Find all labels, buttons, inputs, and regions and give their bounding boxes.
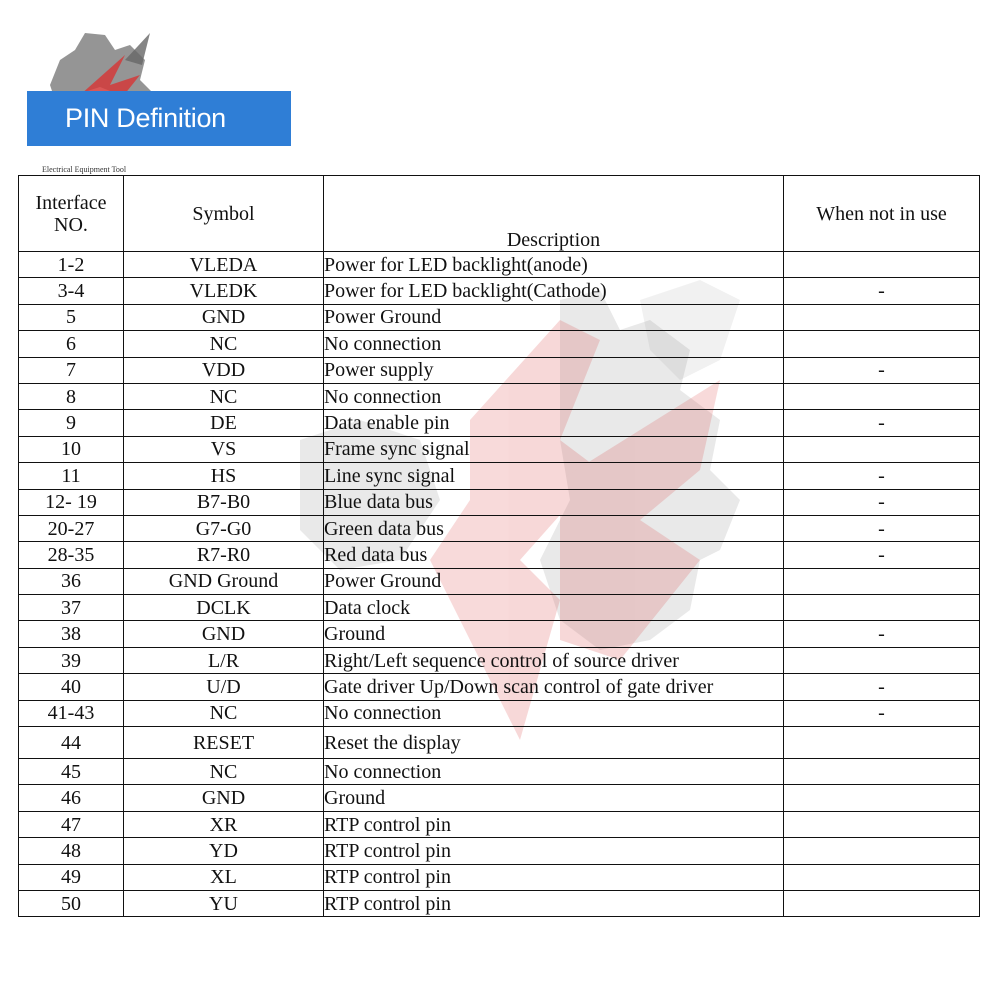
- cell-description: Power for LED backlight(Cathode): [324, 278, 784, 304]
- table-row: [19, 864, 980, 890]
- cell-interface-no: 3-4: [19, 278, 124, 304]
- table-row: [19, 811, 980, 837]
- cell-interface-no: 8: [19, 383, 124, 409]
- cell-when-not-in-use: -: [784, 489, 980, 515]
- cell-symbol: L/R: [124, 647, 324, 673]
- cell-when-not-in-use: [784, 383, 980, 409]
- cell-when-not-in-use: [784, 759, 980, 785]
- cell-symbol: GND: [124, 785, 324, 811]
- cell-interface-no: 20-27: [19, 515, 124, 541]
- cell-when-not-in-use: [784, 890, 980, 916]
- cell-description: Ground: [324, 785, 784, 811]
- cell-when-not-in-use: [784, 436, 980, 462]
- cell-description: Red data bus: [324, 542, 784, 568]
- table-row: [19, 515, 980, 541]
- page-title-banner: PIN Definition: [27, 91, 291, 146]
- header-interface-no: Interface NO.: [19, 176, 124, 252]
- cell-when-not-in-use: [784, 785, 980, 811]
- cell-symbol: NC: [124, 383, 324, 409]
- cell-when-not-in-use: [784, 647, 980, 673]
- cell-when-not-in-use: [784, 304, 980, 330]
- cell-description: Frame sync signal: [324, 436, 784, 462]
- table-row: [19, 700, 980, 726]
- cell-symbol: B7-B0: [124, 489, 324, 515]
- cell-interface-no: 47: [19, 811, 124, 837]
- table-row: [19, 410, 980, 436]
- cell-interface-no: 9: [19, 410, 124, 436]
- cell-description: RTP control pin: [324, 864, 784, 890]
- table-row: [19, 489, 980, 515]
- cell-when-not-in-use: [784, 811, 980, 837]
- cell-interface-no: 41-43: [19, 700, 124, 726]
- cell-description: No connection: [324, 331, 784, 357]
- cell-description: Data enable pin: [324, 410, 784, 436]
- table-row: [19, 463, 980, 489]
- cell-description: Right/Left sequence control of source driver: [324, 647, 784, 673]
- cell-interface-no: 48: [19, 838, 124, 864]
- cell-symbol: XR: [124, 811, 324, 837]
- cell-when-not-in-use: [784, 568, 980, 594]
- cell-symbol: DE: [124, 410, 324, 436]
- table-row: [19, 727, 980, 759]
- cell-symbol: VS: [124, 436, 324, 462]
- cell-description: Green data bus: [324, 515, 784, 541]
- cell-interface-no: 38: [19, 621, 124, 647]
- header-when-not-in-use: When not in use: [784, 176, 980, 252]
- table-row: [19, 568, 980, 594]
- cell-description: No connection: [324, 759, 784, 785]
- cell-interface-no: 46: [19, 785, 124, 811]
- table-row: [19, 890, 980, 916]
- cell-symbol: GND: [124, 304, 324, 330]
- cell-symbol: VLEDA: [124, 252, 324, 278]
- cell-when-not-in-use: -: [784, 674, 980, 700]
- header-description: Description: [324, 176, 784, 252]
- cell-when-not-in-use: -: [784, 621, 980, 647]
- cell-symbol: HS: [124, 463, 324, 489]
- pin-definition-table: [18, 175, 980, 917]
- cell-when-not-in-use: [784, 838, 980, 864]
- table-row: [19, 838, 980, 864]
- cell-when-not-in-use: -: [784, 410, 980, 436]
- cell-description: Power Ground: [324, 568, 784, 594]
- table-row: [19, 278, 980, 304]
- cell-description: RTP control pin: [324, 890, 784, 916]
- cell-description: Line sync signal: [324, 463, 784, 489]
- cell-interface-no: 50: [19, 890, 124, 916]
- cell-description: RTP control pin: [324, 811, 784, 837]
- cell-description: Blue data bus: [324, 489, 784, 515]
- cell-interface-no: 45: [19, 759, 124, 785]
- cell-description: Power Ground: [324, 304, 784, 330]
- table-row: [19, 759, 980, 785]
- cell-interface-no: 1-2: [19, 252, 124, 278]
- caption-text: Electrical Equipment Tool: [42, 165, 127, 174]
- table-row: [19, 436, 980, 462]
- table-row: [19, 304, 980, 330]
- cell-symbol: R7-R0: [124, 542, 324, 568]
- cell-when-not-in-use: -: [784, 515, 980, 541]
- table-row: [19, 383, 980, 409]
- cell-interface-no: 11: [19, 463, 124, 489]
- cell-symbol: RESET: [124, 727, 324, 759]
- cell-when-not-in-use: -: [784, 278, 980, 304]
- cell-when-not-in-use: -: [784, 542, 980, 568]
- cell-interface-no: 36: [19, 568, 124, 594]
- cell-interface-no: 49: [19, 864, 124, 890]
- cell-symbol: NC: [124, 759, 324, 785]
- cell-description: RTP control pin: [324, 838, 784, 864]
- cell-interface-no: 39: [19, 647, 124, 673]
- table-row: [19, 674, 980, 700]
- cell-symbol: XL: [124, 864, 324, 890]
- table-row: [19, 331, 980, 357]
- cell-symbol: NC: [124, 331, 324, 357]
- cell-interface-no: 5: [19, 304, 124, 330]
- cell-interface-no: 40: [19, 674, 124, 700]
- cell-symbol: YD: [124, 838, 324, 864]
- cell-description: Ground: [324, 621, 784, 647]
- cell-interface-no: 10: [19, 436, 124, 462]
- cell-description: No connection: [324, 700, 784, 726]
- cell-when-not-in-use: [784, 864, 980, 890]
- cell-description: Data clock: [324, 595, 784, 621]
- cell-symbol: VLEDK: [124, 278, 324, 304]
- cell-when-not-in-use: [784, 252, 980, 278]
- table-body: [19, 252, 980, 917]
- table-row: [19, 542, 980, 568]
- cell-symbol: U/D: [124, 674, 324, 700]
- cell-interface-no: 7: [19, 357, 124, 383]
- cell-interface-no: 44: [19, 727, 124, 759]
- table-row: [19, 647, 980, 673]
- table-header-row: [19, 176, 980, 252]
- cell-symbol: G7-G0: [124, 515, 324, 541]
- header-symbol: Symbol: [124, 176, 324, 252]
- table-row: [19, 785, 980, 811]
- cell-when-not-in-use: [784, 595, 980, 621]
- cell-when-not-in-use: -: [784, 357, 980, 383]
- cell-symbol: DCLK: [124, 595, 324, 621]
- cell-description: Power for LED backlight(anode): [324, 252, 784, 278]
- cell-interface-no: 6: [19, 331, 124, 357]
- cell-symbol: GND: [124, 621, 324, 647]
- cell-when-not-in-use: -: [784, 700, 980, 726]
- cell-when-not-in-use: [784, 331, 980, 357]
- table-row: [19, 252, 980, 278]
- cell-description: Reset the display: [324, 727, 784, 759]
- cell-symbol: YU: [124, 890, 324, 916]
- table-row: [19, 621, 980, 647]
- cell-description: Power supply: [324, 357, 784, 383]
- cell-symbol: GND Ground: [124, 568, 324, 594]
- cell-when-not-in-use: [784, 727, 980, 759]
- cell-interface-no: 28-35: [19, 542, 124, 568]
- cell-symbol: VDD: [124, 357, 324, 383]
- cell-description: No connection: [324, 383, 784, 409]
- cell-interface-no: 37: [19, 595, 124, 621]
- cell-symbol: NC: [124, 700, 324, 726]
- cell-interface-no: 12- 19: [19, 489, 124, 515]
- cell-when-not-in-use: -: [784, 463, 980, 489]
- table-row: [19, 357, 980, 383]
- table-row: [19, 595, 980, 621]
- cell-description: Gate driver Up/Down scan control of gate driver: [324, 674, 784, 700]
